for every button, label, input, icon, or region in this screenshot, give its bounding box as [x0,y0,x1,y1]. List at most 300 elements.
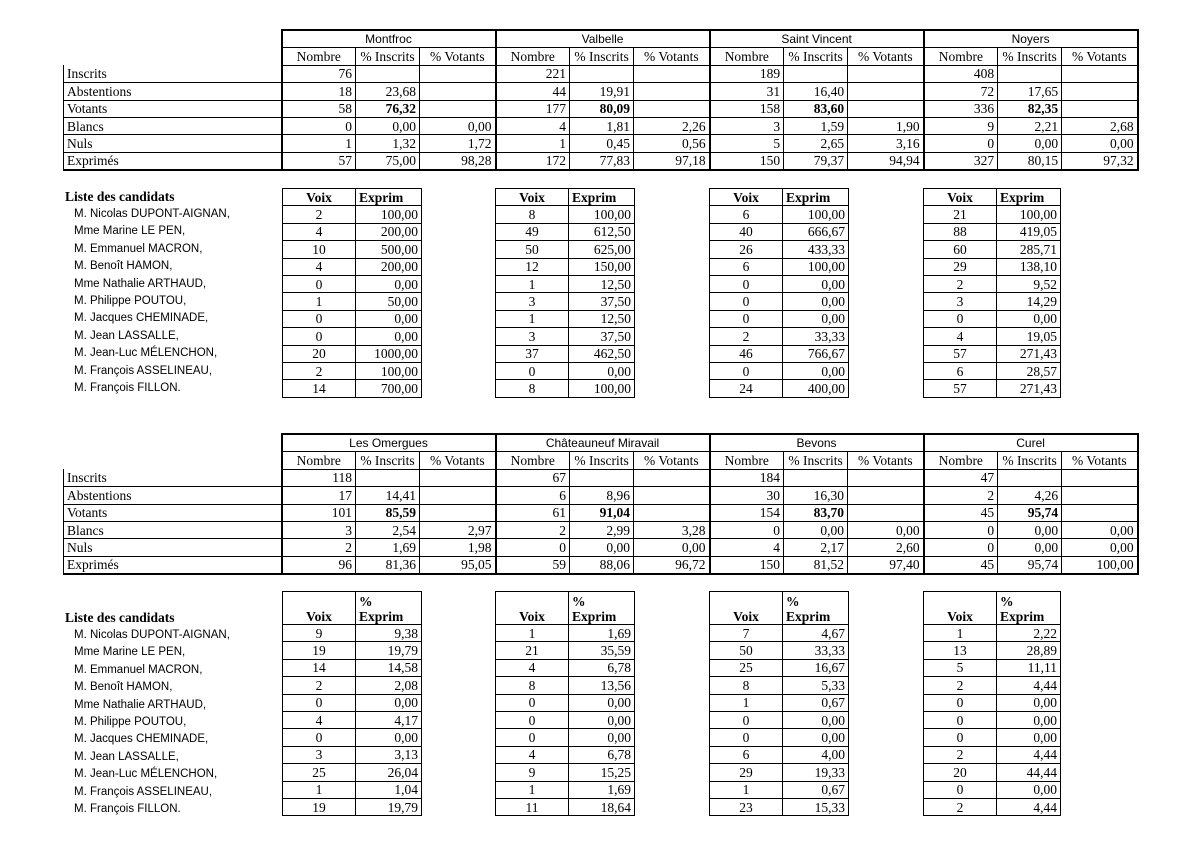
stat-nombre: 17 [282,487,356,504]
stat-pct-inscrits: 2,21 [998,117,1062,134]
candidates-list-title: Liste des candidats [65,189,175,204]
candidate-voix: 4 [924,328,997,345]
candidate-result-row [924,345,1061,362]
candidate-pct-exprim: 28,89 [997,642,1061,659]
candidate-voix: 25 [710,659,783,676]
candidate-pct-exprim: 271,43 [997,345,1061,362]
candidate-name: Mme Marine LE PEN, [74,225,186,238]
stat-pct-inscrits: 81,52 [784,556,848,574]
candidate-result-row [710,746,849,763]
stat-pct-inscrits [784,469,848,486]
col-header-exprim: Exprim [569,189,635,206]
col-header-pct-votants: % Votants [420,48,496,65]
candidate-result-row [496,206,635,223]
candidate-voix: 11 [496,798,569,815]
candidate-pct-exprim: 0,00 [783,275,849,292]
candidate-pct-exprim: 100,00 [783,258,849,275]
col-header-nombre: Nombre [282,48,356,65]
candidate-result-row [710,798,849,815]
candidate-header-row [710,189,849,206]
candidate-pct-exprim: 15,25 [569,764,635,781]
candidate-result-row [283,328,422,345]
candidate-pct-exprim: 9,38 [356,625,422,642]
candidate-result-row [496,746,635,763]
candidate-pct-exprim: 9,52 [997,275,1061,292]
candidate-pct-exprim: 4,44 [997,746,1061,763]
candidate-result-row [710,677,849,694]
row-label: Blancs [64,117,282,134]
candidate-pct-exprim: 400,00 [783,380,849,397]
stat-pct-votants: 0,00 [1062,135,1138,152]
stat-pct-votants: 95,05 [420,556,496,574]
candidate-voix: 29 [710,764,783,781]
candidate-pct-exprim: 44,44 [997,764,1061,781]
candidate-voix: 46 [710,345,783,362]
stat-pct-inscrits: 83,70 [784,504,848,521]
candidate-name: M. Philippe POUTOU, [74,294,187,307]
candidate-voix: 8 [496,206,569,223]
candidate-pct-exprim: 285,71 [997,241,1061,258]
stat-nombre: 172 [496,152,570,170]
candidate-voix: 37 [496,345,569,362]
candidate-result-row [924,798,1061,815]
candidate-pct-exprim: 0,00 [356,310,422,327]
candidate-pct-exprim: 0,00 [997,729,1061,746]
candidate-result-row [283,293,422,310]
stat-pct-votants [848,469,924,486]
candidate-voix: 4 [283,258,356,275]
candidates-list-title: Liste des candidats [65,610,175,625]
stat-pct-votants: 2,97 [420,521,496,538]
candidate-name: M. Jean LASSALLE, [74,329,179,342]
stats-table-1 [63,29,1139,171]
stat-pct-votants: 0,00 [634,539,710,556]
candidate-result-row [924,310,1061,327]
stat-pct-votants [634,504,710,521]
stat-nombre: 30 [710,487,784,504]
candidate-pct-exprim: 1000,00 [356,345,422,362]
stat-pct-votants: 0,00 [1062,539,1138,556]
row-label: Inscrits [64,65,282,82]
stat-pct-votants: 100,00 [1062,556,1138,574]
candidate-result-row [283,677,422,694]
candidate-voix: 0 [924,694,997,711]
candidate-voix: 9 [496,764,569,781]
stat-pct-votants [848,83,924,100]
candidate-pct-exprim: 100,00 [356,206,422,223]
candidate-result-row [924,258,1061,275]
candidate-result-row [924,694,1061,711]
row-label: Abstentions [64,487,282,504]
stat-pct-inscrits: 16,40 [784,83,848,100]
candidate-results-table [923,591,1061,816]
candidate-pct-exprim: 4,00 [783,746,849,763]
candidate-pct-exprim: 18,64 [569,798,635,815]
candidate-result-row [283,781,422,798]
stat-pct-inscrits: 91,04 [570,504,634,521]
row-label: Nuls [64,539,282,556]
candidate-pct-exprim: 100,00 [569,380,635,397]
candidate-results-table [923,188,1061,398]
candidate-name: M. Jean LASSALLE, [74,750,179,763]
candidate-result-row [710,223,849,240]
row-label: Abstentions [64,83,282,100]
candidate-voix: 0 [283,694,356,711]
candidate-result-row [924,625,1061,642]
candidate-pct-exprim: 612,50 [569,223,635,240]
candidate-voix: 49 [496,223,569,240]
candidate-pct-exprim: 1,69 [569,781,635,798]
candidate-voix: 0 [924,781,997,798]
stat-nombre: 57 [282,152,356,170]
candidate-voix: 0 [496,694,569,711]
col-header-voix: Voix [924,189,997,206]
col-header-nombre: Nombre [924,452,998,469]
candidate-name: M. Emmanuel MACRON, [74,663,203,676]
candidate-pct-exprim: 4,67 [783,625,849,642]
col-header-pct-inscrits: % Inscrits [784,452,848,469]
col-header-pct-inscrits: % Inscrits [784,48,848,65]
col-header-nombre: Nombre [710,452,784,469]
candidate-voix: 2 [283,677,356,694]
candidate-pct-exprim: 0,00 [569,711,635,728]
stat-pct-inscrits: 16,30 [784,487,848,504]
candidate-pct-exprim: 100,00 [356,362,422,379]
candidate-header-row [710,592,849,625]
candidate-result-row [496,711,635,728]
candidate-result-row [924,711,1061,728]
stats-row [64,100,1138,117]
stat-nombre: 336 [924,100,998,117]
candidate-voix: 0 [283,275,356,292]
candidate-result-row [924,764,1061,781]
stat-pct-inscrits: 1,69 [356,539,420,556]
stat-nombre: 6 [496,487,570,504]
stat-pct-inscrits [998,65,1062,82]
stat-nombre: 9 [924,117,998,134]
candidate-names-2 [64,627,230,818]
candidate-result-row [924,223,1061,240]
stat-pct-votants [634,469,710,486]
stat-pct-votants [848,65,924,82]
candidate-result-row [710,625,849,642]
candidate-pct-exprim: 433,33 [783,241,849,258]
stat-pct-inscrits: 76,32 [356,100,420,117]
candidate-header-row [496,592,635,625]
stat-pct-votants [420,83,496,100]
col-header-pct-votants: % Votants [420,452,496,469]
candidate-pct-exprim: 19,33 [783,764,849,781]
stat-nombre: 184 [710,469,784,486]
stat-nombre: 0 [282,117,356,134]
candidate-result-row [924,659,1061,676]
stat-nombre: 1 [282,135,356,152]
candidate-voix: 2 [924,275,997,292]
col-header-pct-inscrits: % Inscrits [570,452,634,469]
stat-pct-inscrits [570,65,634,82]
col-header-voix: Voix [710,592,783,625]
stat-pct-inscrits: 88,06 [570,556,634,574]
candidate-voix: 3 [496,328,569,345]
stat-pct-inscrits: 0,00 [998,521,1062,538]
candidate-pct-exprim: 500,00 [356,241,422,258]
candidate-pct-exprim: 6,78 [569,659,635,676]
municipality-name: Valbelle [496,30,710,48]
col-header-voix: Voix [496,592,569,625]
col-header-pct-votants: % Votants [848,452,924,469]
stat-nombre: 408 [924,65,998,82]
candidate-result-row [283,345,422,362]
candidate-pct-exprim: 419,05 [997,223,1061,240]
candidate-pct-exprim: 0,00 [356,328,422,345]
candidate-pct-exprim: 0,67 [783,694,849,711]
candidate-voix: 1 [496,275,569,292]
stat-nombre: 2 [924,487,998,504]
row-label: Nuls [64,135,282,152]
stat-nombre: 2 [496,521,570,538]
stat-pct-votants [1062,487,1138,504]
stat-nombre: 5 [710,135,784,152]
candidate-voix: 40 [710,223,783,240]
stat-nombre: 327 [924,152,998,170]
stat-pct-votants [1062,469,1138,486]
candidate-pct-exprim: 0,00 [569,362,635,379]
candidate-voix: 3 [496,293,569,310]
candidate-pct-exprim: 14,29 [997,293,1061,310]
stat-pct-inscrits [570,469,634,486]
candidate-voix: 50 [710,642,783,659]
candidate-result-row [710,362,849,379]
stat-pct-inscrits: 0,00 [570,539,634,556]
candidate-pct-exprim: 37,50 [569,328,635,345]
candidate-result-row [496,781,635,798]
candidate-voix: 4 [496,746,569,763]
candidate-pct-exprim: 666,67 [783,223,849,240]
candidate-result-row [283,206,422,223]
candidate-pct-exprim: 16,67 [783,659,849,676]
candidate-name: M. Philippe POUTOU, [74,715,187,728]
candidate-result-row [496,677,635,694]
stat-nombre: 189 [710,65,784,82]
stat-pct-votants: 2,26 [634,117,710,134]
candidate-voix: 5 [924,659,997,676]
stat-pct-votants: 1,72 [420,135,496,152]
candidate-pct-exprim: 33,33 [783,328,849,345]
candidate-results-table [282,591,422,816]
stat-pct-inscrits: 0,00 [784,521,848,538]
candidate-voix: 12 [496,258,569,275]
candidate-voix: 14 [283,659,356,676]
stat-pct-votants [1062,100,1138,117]
stat-nombre: 72 [924,83,998,100]
candidate-voix: 25 [283,764,356,781]
candidate-voix: 0 [283,328,356,345]
candidate-result-row [924,729,1061,746]
candidate-name: Mme Nathalie ARTHAUD, [74,698,207,711]
candidate-voix: 1 [496,781,569,798]
stat-pct-inscrits [356,65,420,82]
stat-nombre: 67 [496,469,570,486]
candidate-result-row [924,677,1061,694]
municipality-name: Noyers [924,30,1138,48]
candidate-voix: 6 [924,362,997,379]
candidate-pct-exprim: 0,00 [997,781,1061,798]
stat-pct-inscrits: 80,09 [570,100,634,117]
stat-pct-inscrits: 0,45 [570,135,634,152]
municipality-name: Montfroc [282,30,496,48]
col-header-pct-votants: % Votants [1062,48,1138,65]
candidate-name: Mme Marine LE PEN, [74,646,186,659]
candidate-pct-exprim: 0,00 [997,711,1061,728]
candidate-voix: 0 [710,711,783,728]
candidate-name: M. François FILLON. [74,381,181,394]
candidate-result-row [283,258,422,275]
candidate-name: M. Emmanuel MACRON, [74,242,203,255]
stat-pct-inscrits: 1,59 [784,117,848,134]
candidate-result-row [710,711,849,728]
row-label: Blancs [64,521,282,538]
col-header-pct-exprim: % Exprim [356,592,422,625]
stat-nombre: 150 [710,556,784,574]
stats-row [64,539,1138,556]
candidate-pct-exprim: 462,50 [569,345,635,362]
municipality-name: Bevons [710,434,924,452]
candidate-result-row [283,241,422,258]
candidate-result-row [283,642,422,659]
candidate-voix: 0 [283,729,356,746]
candidate-voix: 2 [283,362,356,379]
candidate-voix: 6 [710,258,783,275]
candidate-voix: 60 [924,241,997,258]
stat-pct-inscrits: 4,26 [998,487,1062,504]
candidate-voix: 0 [710,293,783,310]
candidate-names-1 [64,206,230,397]
candidate-voix: 21 [924,206,997,223]
col-header-pct-exprim: % Exprim [997,592,1061,625]
stat-pct-votants: 94,94 [848,152,924,170]
col-header-voix: Voix [283,189,356,206]
candidate-result-row [496,362,635,379]
candidate-voix: 6 [710,206,783,223]
candidate-name: M. Nicolas DUPONT-AIGNAN, [74,208,230,220]
stat-nombre: 0 [710,521,784,538]
stat-nombre: 44 [496,83,570,100]
candidate-voix: 0 [924,711,997,728]
col-header-pct-votants: % Votants [1062,452,1138,469]
col-header-pct-inscrits: % Inscrits [998,452,1062,469]
col-header-nombre: Nombre [924,48,998,65]
col-header-voix: Voix [924,592,997,625]
candidate-voix: 26 [710,241,783,258]
stat-pct-votants [634,487,710,504]
candidate-voix: 0 [710,729,783,746]
candidate-voix: 24 [710,380,783,397]
stat-nombre: 221 [496,65,570,82]
candidate-result-row [924,293,1061,310]
stat-pct-inscrits: 14,41 [356,487,420,504]
candidate-pct-exprim: 100,00 [569,206,635,223]
stat-pct-votants: 97,32 [1062,152,1138,170]
candidate-result-row [924,275,1061,292]
stat-pct-inscrits: 1,81 [570,117,634,134]
candidate-name: M. Jean-Luc MÉLENCHON, [74,347,218,360]
candidate-pct-exprim: 200,00 [356,258,422,275]
candidate-result-row [283,764,422,781]
col-header-nombre: Nombre [496,452,570,469]
stat-nombre: 177 [496,100,570,117]
candidate-results-table [709,591,849,816]
candidate-pct-exprim: 0,00 [569,729,635,746]
candidate-pct-exprim: 0,00 [356,694,422,711]
candidate-result-row [496,764,635,781]
candidate-result-row [710,729,849,746]
candidate-voix: 2 [924,746,997,763]
candidate-voix: 1 [924,625,997,642]
municipality-name: Châteauneuf Miravail [496,434,710,452]
candidate-results-table [495,188,635,398]
candidate-result-row [710,241,849,258]
candidate-name: M. François ASSELINEAU, [74,785,213,798]
candidate-result-row [283,625,422,642]
candidate-voix: 0 [710,362,783,379]
candidate-pct-exprim: 0,00 [783,310,849,327]
candidate-voix: 2 [283,206,356,223]
candidate-result-row [710,642,849,659]
stat-pct-votants: 3,16 [848,135,924,152]
stat-pct-votants [634,83,710,100]
candidate-voix: 8 [496,677,569,694]
candidate-voix: 1 [496,625,569,642]
stat-pct-votants: 1,90 [848,117,924,134]
col-header-pct-inscrits: % Inscrits [998,48,1062,65]
stat-pct-votants [1062,83,1138,100]
row-label: Inscrits [64,469,282,486]
candidate-voix: 21 [496,642,569,659]
candidate-pct-exprim: 0,00 [569,694,635,711]
col-header-voix: Voix [283,592,356,625]
col-header-exprim: Exprim [783,189,849,206]
candidate-voix: 10 [283,241,356,258]
stat-nombre: 96 [282,556,356,574]
stat-nombre: 0 [924,521,998,538]
candidate-result-row [283,711,422,728]
candidate-result-row [283,310,422,327]
stat-pct-votants: 0,00 [420,117,496,134]
stat-pct-votants: 0,56 [634,135,710,152]
candidate-result-row [496,625,635,642]
candidate-result-row [496,293,635,310]
candidate-voix: 0 [496,711,569,728]
stat-nombre: 150 [710,152,784,170]
candidate-pct-exprim: 35,59 [569,642,635,659]
candidate-pct-exprim: 33,33 [783,642,849,659]
candidate-header-row [924,592,1061,625]
col-header-pct-exprim: % Exprim [783,592,849,625]
stat-nombre: 58 [282,100,356,117]
stat-nombre: 31 [710,83,784,100]
candidate-pct-exprim: 700,00 [356,380,422,397]
col-header-pct-votants: % Votants [634,48,710,65]
stat-nombre: 4 [710,539,784,556]
candidate-pct-exprim: 150,00 [569,258,635,275]
col-header-nombre: Nombre [282,452,356,469]
row-label: Exprimés [64,152,282,170]
candidate-voix: 0 [924,310,997,327]
candidate-voix: 14 [283,380,356,397]
candidate-voix: 0 [496,729,569,746]
col-header-voix: Voix [710,189,783,206]
stat-pct-inscrits: 82,35 [998,100,1062,117]
